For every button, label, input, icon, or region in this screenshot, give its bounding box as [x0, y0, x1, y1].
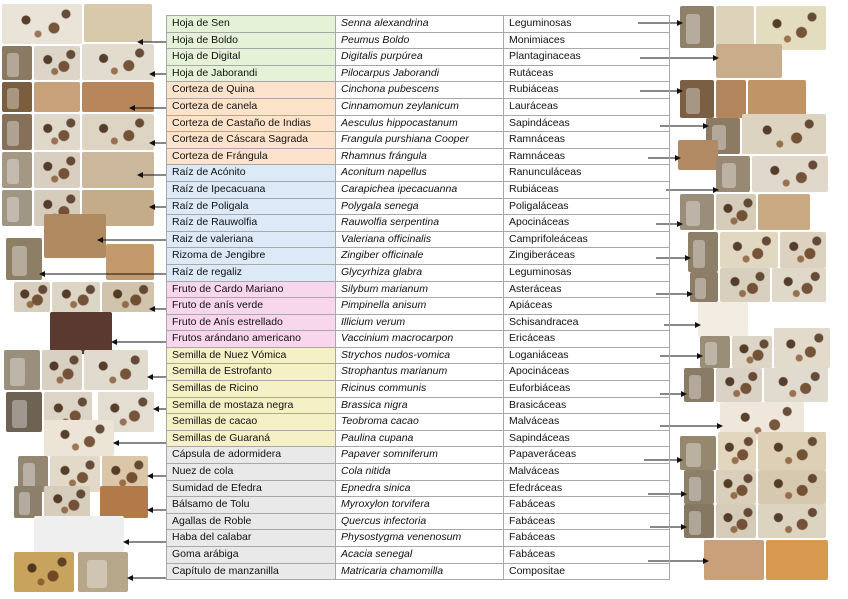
species-cell: Cola nitida — [336, 464, 504, 481]
plant-part-cell: Raíz de Ipecacuana — [167, 181, 336, 198]
family-cell: Fabáceas — [504, 547, 670, 564]
plant-part-cell: Hoja de Digital — [167, 49, 336, 66]
table-row — [167, 231, 670, 248]
family-cell: Ericáceas — [504, 331, 670, 348]
species-cell: Epnedra sinica — [336, 480, 504, 497]
table-row — [167, 264, 670, 281]
family-cell: Apiáceas — [504, 298, 670, 315]
family-cell: Apocináceas — [504, 364, 670, 381]
plant-part-cell: Hoja de Jaborandi — [167, 65, 336, 82]
family-cell: Plantaginaceas — [504, 49, 670, 66]
family-cell: Euforbiáceas — [504, 381, 670, 398]
plant-part-cell: Semilla de Estrofanto — [167, 364, 336, 381]
plant-part-cell: Agallas de Roble — [167, 513, 336, 530]
table-row — [167, 98, 670, 115]
plant-part-cell: Goma arábiga — [167, 547, 336, 564]
table-row — [167, 347, 670, 364]
species-cell: Zingiber officinale — [336, 248, 504, 265]
species-cell: Ricinus communis — [336, 381, 504, 398]
family-cell: Leguminosas — [504, 264, 670, 281]
family-cell: Malváceas — [504, 414, 670, 431]
table-row — [167, 464, 670, 481]
plant-part-cell: Corteza de Frángula — [167, 148, 336, 165]
family-cell: Fabáceas — [504, 497, 670, 514]
table-row — [167, 314, 670, 331]
species-cell: Aesculus hippocastanum — [336, 115, 504, 132]
species-cell: Polygala senega — [336, 198, 504, 215]
plant-part-cell: Semillas de Guaraná — [167, 430, 336, 447]
species-cell: Illicium verum — [336, 314, 504, 331]
plant-part-cell: Semilla de mostaza negra — [167, 397, 336, 414]
table-row — [167, 547, 670, 564]
table-row — [167, 132, 670, 149]
family-cell: Schisandracea — [504, 314, 670, 331]
species-cell: Quercus infectoria — [336, 513, 504, 530]
plant-part-cell: Corteza de canela — [167, 98, 336, 115]
family-cell: Fabáceas — [504, 530, 670, 547]
table-row — [167, 148, 670, 165]
family-cell: Ramnáceas — [504, 148, 670, 165]
table-row — [167, 248, 670, 265]
table-row — [167, 198, 670, 215]
table-row — [167, 181, 670, 198]
plant-part-cell: Raíz de Rauwolfia — [167, 215, 336, 232]
family-cell: Rubiáceas — [504, 181, 670, 198]
species-cell: Glycyrhiza glabra — [336, 264, 504, 281]
family-cell: Fabáceas — [504, 513, 670, 530]
species-cell: Cinnamomun zeylanicum — [336, 98, 504, 115]
family-cell: Poligaláceas — [504, 198, 670, 215]
plant-part-cell: Semillas de cacao — [167, 414, 336, 431]
plant-part-cell: Corteza de Cáscara Sagrada — [167, 132, 336, 149]
species-cell: Paulina cupana — [336, 430, 504, 447]
family-cell: Rutáceas — [504, 65, 670, 82]
plant-part-cell: Cápsula de adormidera — [167, 447, 336, 464]
table-row — [167, 298, 670, 315]
plant-part-cell: Semilla de Nuez Vómica — [167, 347, 336, 364]
species-cell: Rhamnus frángula — [336, 148, 504, 165]
species-cell: Strychos nudos-vomica — [336, 347, 504, 364]
species-cell: Acacia senegal — [336, 547, 504, 564]
species-cell: Matricaria chamomilla — [336, 563, 504, 580]
plant-part-cell: Rizoma de Jengibre — [167, 248, 336, 265]
table-row — [167, 281, 670, 298]
family-cell: Apocináceas — [504, 215, 670, 232]
plant-part-cell: Hoja de Boldo — [167, 32, 336, 49]
species-cell: Senna alexandrina — [336, 16, 504, 33]
table-row — [167, 49, 670, 66]
table-row — [167, 497, 670, 514]
plant-part-cell: Haba del calabar — [167, 530, 336, 547]
family-cell: Leguminosas — [504, 16, 670, 33]
table-row — [167, 513, 670, 530]
family-cell: Ramnáceas — [504, 132, 670, 149]
species-cell: Strophantus marianum — [336, 364, 504, 381]
species-cell: Silybum marianum — [336, 281, 504, 298]
family-cell: Brasicáceas — [504, 397, 670, 414]
species-cell: Pilocarpus Jaborandi — [336, 65, 504, 82]
species-cell: Myroxylon torvifera — [336, 497, 504, 514]
plant-part-cell: Raíz de Poligala — [167, 198, 336, 215]
family-cell: Rubiáceas — [504, 82, 670, 99]
species-cell: Teobroma cacao — [336, 414, 504, 431]
species-cell: Frangula purshiana Cooper — [336, 132, 504, 149]
table-row — [167, 32, 670, 49]
family-cell: Monimiaces — [504, 32, 670, 49]
family-cell: Zingiberáceas — [504, 248, 670, 265]
species-cell: Peumus Boldo — [336, 32, 504, 49]
plant-part-cell: Corteza de Castaño de Indias — [167, 115, 336, 132]
species-cell: Digitalis purpúrea — [336, 49, 504, 66]
family-cell: Compositae — [504, 563, 670, 580]
species-cell: Papaver somniferum — [336, 447, 504, 464]
family-cell: Camprifoleáceas — [504, 231, 670, 248]
family-cell: Efedráceas — [504, 480, 670, 497]
table-row — [167, 480, 670, 497]
species-cell: Valeriana officinalis — [336, 231, 504, 248]
plant-part-cell: Sumidad de Efedra — [167, 480, 336, 497]
table-row — [167, 414, 670, 431]
table-body — [167, 16, 670, 580]
table-row — [167, 215, 670, 232]
plant-part-cell: Corteza de Quina — [167, 82, 336, 99]
species-cell: Pimpinella anisum — [336, 298, 504, 315]
table-row — [167, 16, 670, 33]
table-row — [167, 563, 670, 580]
table-row — [167, 430, 670, 447]
species-cell: Cinchona pubescens — [336, 82, 504, 99]
table-row — [167, 82, 670, 99]
family-cell: Loganiáceas — [504, 347, 670, 364]
plant-part-cell: Hoja de Sen — [167, 16, 336, 33]
plant-part-cell: Raíz de regaliz — [167, 264, 336, 281]
plant-part-cell: Raiz de valeriana — [167, 231, 336, 248]
table-row — [167, 115, 670, 132]
species-cell: Rauwolfia serpentina — [336, 215, 504, 232]
family-cell: Malváceas — [504, 464, 670, 481]
table-row — [167, 65, 670, 82]
family-cell: Sapindáceas — [504, 115, 670, 132]
family-cell: Lauráceas — [504, 98, 670, 115]
family-cell: Ranunculáceas — [504, 165, 670, 182]
species-cell: Brassica nigra — [336, 397, 504, 414]
table-row — [167, 530, 670, 547]
plant-part-cell: Frutos arándano americano — [167, 331, 336, 348]
family-cell: Sapindáceas — [504, 430, 670, 447]
table-row — [167, 381, 670, 398]
species-cell: Vaccinium macrocarpon — [336, 331, 504, 348]
species-cell: Aconitum napellus — [336, 165, 504, 182]
table-row — [167, 447, 670, 464]
plant-part-cell: Fruto de Anís estrellado — [167, 314, 336, 331]
table-row — [167, 165, 670, 182]
table-row — [167, 397, 670, 414]
plant-part-cell: Bálsamo de Tolu — [167, 497, 336, 514]
herbal-drug-table — [166, 15, 670, 580]
table-row — [167, 364, 670, 381]
species-cell: Carapichea ipecacuanna — [336, 181, 504, 198]
plant-part-cell: Fruto de Cardo Mariano — [167, 281, 336, 298]
family-cell: Asteráceas — [504, 281, 670, 298]
plant-part-cell: Raíz de Acónito — [167, 165, 336, 182]
plant-part-cell: Semillas de Ricino — [167, 381, 336, 398]
plant-part-cell: Fruto de anís verde — [167, 298, 336, 315]
family-cell: Papaveráceas — [504, 447, 670, 464]
plant-part-cell: Nuez de cola — [167, 464, 336, 481]
plant-part-cell: Capítulo de manzanilla — [167, 563, 336, 580]
species-cell: Physostygma venenosum — [336, 530, 504, 547]
table-row — [167, 331, 670, 348]
